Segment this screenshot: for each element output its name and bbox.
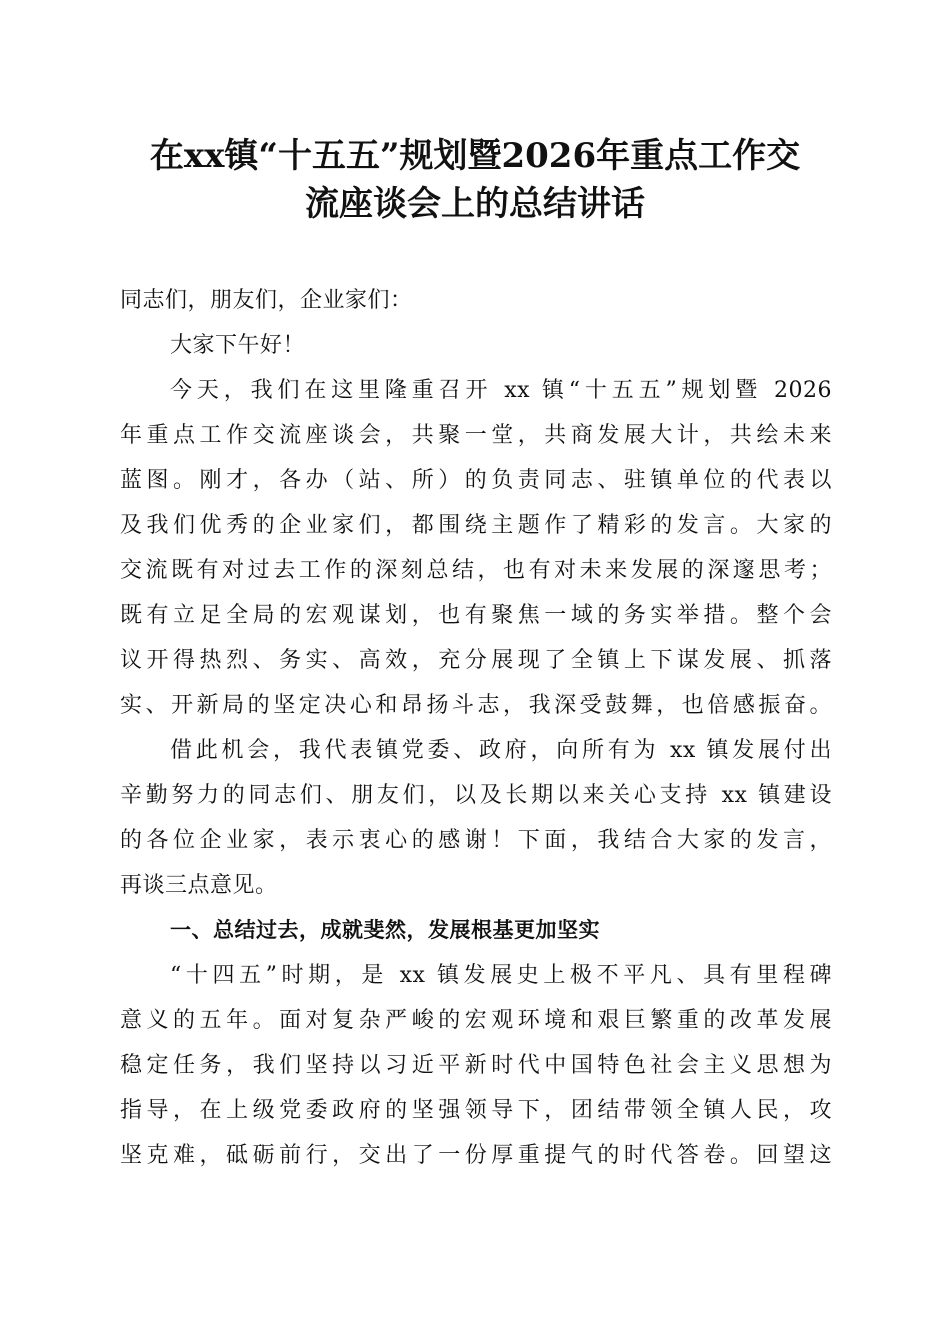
paragraph-line: 再谈三点意见。 (120, 873, 278, 898)
paragraph-line: 交流既有对过去工作的深刻总结，也有对未来发展的深邃思考； (120, 558, 832, 583)
paragraph-line: 的各位企业家，表示衷心的感谢！下面，我结合大家的发言， (120, 828, 832, 853)
title-line: 在xx镇“十五五”规划暨2026年重点工作交 (149, 136, 801, 176)
paragraph-line: 意义的五年。面对复杂严峻的宏观环境和艰巨繁重的改革发展 (120, 1008, 832, 1033)
paragraph-line: “十四五”时期，是 xx 镇发展史上极不平凡、具有里程碑 (170, 963, 832, 988)
greeting: 大家下午好！ (170, 333, 306, 358)
paragraph-line: 蓝图。刚才，各办（站、所）的负责同志、驻镇单位的代表以 (120, 468, 832, 493)
paragraph-line: 坚克难，砥砺前行，交出了一份厚重提气的时代答卷。回望这 (120, 1143, 832, 1168)
document-title (95, 132, 855, 228)
paragraph-line: 指导，在上级党委政府的坚强领导下，团结带领全镇人民，攻 (120, 1098, 832, 1123)
paragraph-line: 今天，我们在这里隆重召开 xx 镇“十五五”规划暨 2026 (170, 378, 832, 403)
paragraph-line: 既有立足全局的宏观谋划，也有聚焦一域的务实举措。整个会 (120, 603, 832, 628)
paragraph-line: 议开得热烈、务实、高效，充分展现了全镇上下谋发展、抓落 (120, 648, 832, 673)
paragraph-line: 稳定任务，我们坚持以习近平新时代中国特色社会主义思想为 (120, 1053, 832, 1078)
paragraph-line: 年重点工作交流座谈会，共聚一堂，共商发展大计，共绘未来 (120, 423, 832, 448)
paragraph-line: 及我们优秀的企业家们，都围绕主题作了精彩的发言。大家的 (120, 513, 832, 538)
paragraph-line: 辛勤努力的同志们、朋友们，以及长期以来关心支持 xx 镇建设 (120, 783, 832, 808)
document-body (120, 278, 832, 1178)
salutation: 同志们，朋友们，企业家们： (120, 288, 413, 313)
paragraph-line: 实、开新局的坚定决心和昂扬斗志，我深受鼓舞，也倍感振奋。 (120, 693, 832, 718)
section-heading: 一、总结过去，成就斐然，发展根基更加坚实 (170, 918, 600, 942)
paragraph-line: 借此机会，我代表镇党委、政府，向所有为 xx 镇发展付出 (170, 738, 832, 763)
title-line: 流座谈会上的总结讲话 (305, 184, 645, 224)
